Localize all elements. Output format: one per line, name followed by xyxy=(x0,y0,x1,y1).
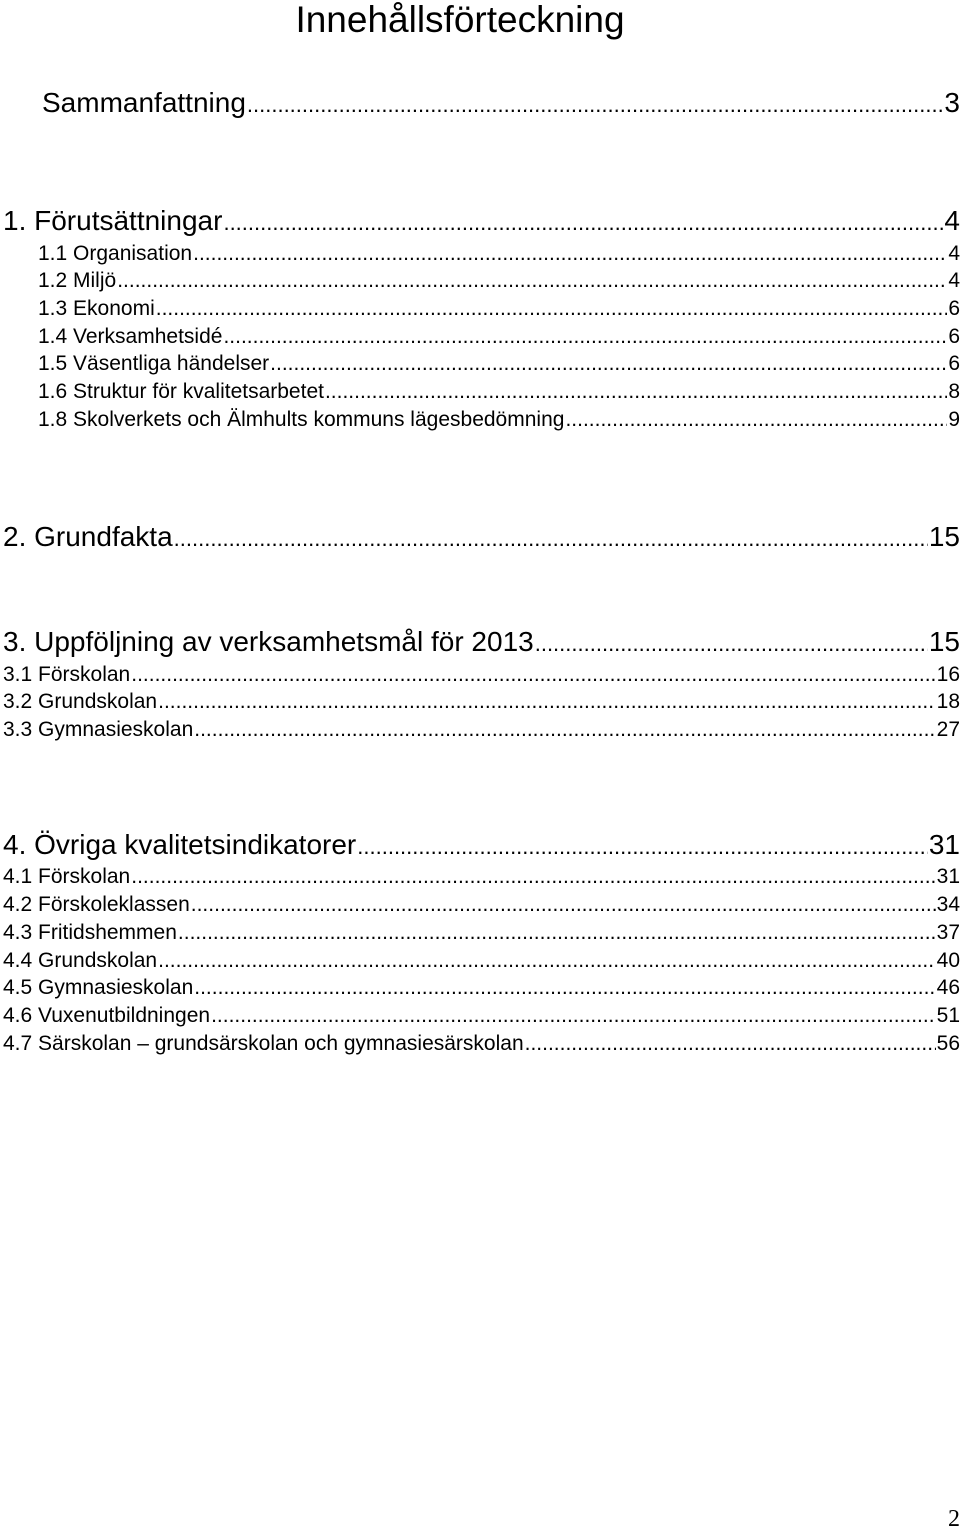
dot-leader xyxy=(131,662,935,688)
toc-entry-1-2[interactable] xyxy=(0,268,960,294)
toc-entry-section-4[interactable] xyxy=(0,828,960,864)
dot-leader xyxy=(156,296,948,322)
toc-entry-section-2[interactable] xyxy=(0,520,960,556)
toc-entry-label: 1. Förutsättningar xyxy=(3,205,223,236)
toc-entry-sammanfattning[interactable] xyxy=(0,86,960,122)
dot-leader xyxy=(158,948,936,974)
toc-entry-label: 1.5 Väsentliga händelser xyxy=(38,352,270,375)
toc-entry-page: 27 xyxy=(936,718,960,741)
toc-entry-page: 6 xyxy=(948,325,960,348)
document-title: Innehållsförteckning xyxy=(295,0,625,40)
dot-leader xyxy=(193,241,947,267)
toc-entry-4-2[interactable] xyxy=(0,892,960,918)
toc-entry-page: 40 xyxy=(936,949,960,972)
dot-leader xyxy=(565,407,947,433)
toc-entry-page: 16 xyxy=(936,663,960,686)
toc-entry-label: 3.2 Grundskolan xyxy=(3,690,158,713)
toc-entry-1-8[interactable] xyxy=(0,407,960,433)
dot-leader xyxy=(223,324,947,350)
dot-leader xyxy=(211,1003,936,1029)
toc-entry-1-6[interactable] xyxy=(0,379,960,405)
toc-entry-page: 3 xyxy=(944,87,960,118)
toc-entry-4-6[interactable] xyxy=(0,1003,960,1029)
toc-entry-page: 31 xyxy=(936,865,960,888)
toc-entry-label: 4.1 Förskolan xyxy=(3,865,131,888)
toc-entry-label: 1.4 Verksamhetsidé xyxy=(38,325,223,348)
toc-entry-page: 4 xyxy=(948,269,960,292)
toc-entry-page: 15 xyxy=(928,626,960,657)
toc-entry-4-5[interactable] xyxy=(0,975,960,1001)
toc-entry-label: 4.6 Vuxenutbildningen xyxy=(3,1004,211,1027)
toc-entry-label: 3.1 Förskolan xyxy=(3,663,131,686)
toc-entry-page: 37 xyxy=(936,921,960,944)
toc-entry-page: 56 xyxy=(936,1032,960,1055)
toc-entry-1-4[interactable] xyxy=(0,324,960,350)
dot-leader xyxy=(191,892,936,918)
toc-entry-section-3[interactable] xyxy=(0,625,960,661)
dot-leader xyxy=(535,625,928,661)
toc-entry-4-4[interactable] xyxy=(0,948,960,974)
toc-entry-page: 4 xyxy=(948,242,960,265)
toc-entry-label: 3. Uppföljning av verksamhetsmål för 2013 xyxy=(3,626,534,657)
toc-entry-4-1[interactable] xyxy=(0,864,960,890)
toc-entry-label: 2. Grundfakta xyxy=(3,521,173,552)
toc-entry-label: 4.4 Grundskolan xyxy=(3,949,158,972)
dot-leader xyxy=(178,920,936,946)
toc-entry-label: 4.7 Särskolan – grundsärskolan och gymnasiesärskolan xyxy=(3,1032,524,1055)
toc-entry-label: 1.3 Ekonomi xyxy=(38,297,155,320)
toc-entry-3-2[interactable] xyxy=(0,689,960,715)
toc-entry-label: 4.3 Fritidshemmen xyxy=(3,921,177,944)
toc-entry-page: 46 xyxy=(936,976,960,999)
toc-entry-1-5[interactable] xyxy=(0,351,960,377)
toc-entry-label: Sammanfattning xyxy=(42,87,246,118)
toc-entry-page: 4 xyxy=(944,205,960,236)
toc-entry-page: 18 xyxy=(936,690,960,713)
toc-entry-page: 6 xyxy=(948,352,960,375)
toc-entry-label: 1.2 Miljö xyxy=(38,269,117,292)
dot-leader xyxy=(174,520,928,556)
toc-entry-3-3[interactable] xyxy=(0,717,960,743)
toc-entry-page: 6 xyxy=(948,297,960,320)
toc-entry-page: 8 xyxy=(948,380,960,403)
dot-leader xyxy=(131,864,935,890)
toc-entry-label: 3.3 Gymnasieskolan xyxy=(3,718,194,741)
dot-leader xyxy=(525,1031,936,1057)
toc-entry-4-3[interactable] xyxy=(0,920,960,946)
toc-entry-page: 15 xyxy=(928,521,960,552)
toc-entry-label: 1.6 Struktur för kvalitetsarbetet xyxy=(38,380,324,403)
dot-leader xyxy=(158,689,936,715)
dot-leader xyxy=(117,268,947,294)
toc-entry-section-1[interactable] xyxy=(0,204,960,240)
toc-entry-label: 4.5 Gymnasieskolan xyxy=(3,976,194,999)
dot-leader xyxy=(247,86,944,122)
toc-entry-3-1[interactable] xyxy=(0,662,960,688)
dot-leader xyxy=(270,351,947,377)
toc-entry-label: 4.2 Förskoleklassen xyxy=(3,893,190,916)
toc-entry-1-3[interactable] xyxy=(0,296,960,322)
toc-entry-label: 4. Övriga kvalitetsindikatorer xyxy=(3,829,357,860)
toc-entry-page: 34 xyxy=(936,893,960,916)
dot-leader xyxy=(223,204,943,240)
toc-entry-page: 31 xyxy=(928,829,960,860)
toc-entry-1-1[interactable] xyxy=(0,241,960,267)
toc-entry-label: 1.1 Organisation xyxy=(38,242,193,265)
toc-entry-label: 1.8 Skolverkets och Älmhults kommuns lägesbedömning xyxy=(38,408,565,431)
dot-leader xyxy=(357,828,928,864)
dot-leader xyxy=(325,379,947,405)
toc-entry-page: 51 xyxy=(936,1004,960,1027)
page-number: 2 xyxy=(948,1506,960,1532)
toc-entry-page: 9 xyxy=(948,408,960,431)
dot-leader xyxy=(194,717,935,743)
toc-entry-4-7[interactable] xyxy=(0,1031,960,1057)
dot-leader xyxy=(194,975,935,1001)
